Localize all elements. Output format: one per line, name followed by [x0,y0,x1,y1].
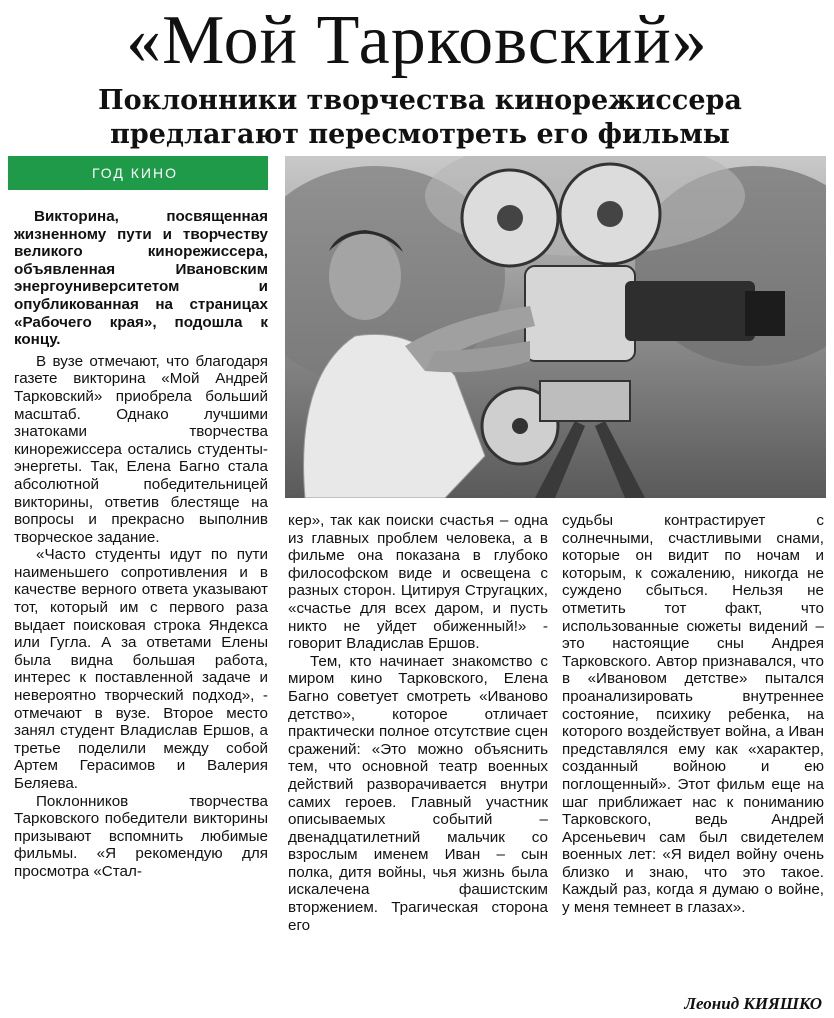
paragraph: В вузе отмечают, что благодаря газете викторина «Мой Андрей Тарковский» приобрела больший масштаб. Однако лучшими знатоками творчества кинорежиссера остались студенты-энергеты. Так, Елена Багно стала абсолютной победительницей викторины, ответив блестяще на вопросы и прекрасно выполнив творческое задание. [14,352,268,546]
paragraph: кер», так как поиски счастья – одна из главных проблем человека, а в фильме она показана в глубоко философском виде и освещена с разных сторон. Цитируя Стругацких, «счастье для всех даром, и пусть никто не уйдет обиженный!» - говорит Владислав Ершов. [288,512,548,653]
article-lead: Викторина, посвященная жизненному пути и творчеству великого кинорежиссера, объявленная Ивановским энергоуниверситетом и опубликованная на страницах «Рабочего края», подошла к концу. [14,208,268,349]
paragraph: Поклонников творчества Тарковского победители викторины призывают вспомнить любимые фильмы. «Я рекомендую для просмотра «Стал- [14,792,268,880]
author-byline: Леонид КИЯШКО [684,994,822,1013]
article-photo [285,156,826,498]
paragraph: «Часто студенты идут по пути наименьшего сопротивления и в качестве верного ответа указывают тот, который им с первого раза выдает поисковая строка Яндекса или Гугла. А за ответами Елены была видна большая работа, интерес к поставленной задаче и невероятно творческий подход», - отмечают в вузе. Второе место занял студент Владислав Ершов, а третье поделили между собой Артем Герасимов и Валерия Беляева. [14,546,268,792]
paragraph: судьбы контрастирует с солнечными, счастливыми снами, которые он видит по ночам и которым, к сожалению, никогда не суждено сбыться. Нельзя не отметить тот факт, что использованные сюжеты видений – это настоящие сны Андрея Тарковского. Автор признавался, что в «Ивановом детстве» пытался проанализировать внутреннее состояние, психику ребенка, на которого воздействует война, а Иван представлялся ему как «характер, созданный войною и ею поглощенный». Этот фильм еще на шаг приближает нас к пониманию Тарковского, ведь Андрей Арсеньевич сам был свидетелем военных лет: «Я видел войну очень близко и знаю, что это такое. Каждый раз, когда я думаю о войне, у меня темнеет в глазах». [562,512,824,917]
photo-director-with-camera [285,156,826,498]
text-column-1 [14,208,268,881]
article-subtitle: Поклонники творчества кинорежиссера предлагают пересмотреть его фильмы [98,85,742,150]
section-rubric: ГОД КИНО [8,156,268,190]
text-column-2 [288,512,548,934]
text-column-3 [562,512,824,917]
article-title: «Мой Тарковский» [126,2,708,79]
paragraph: Тем, кто начинает знакомство с миром кино Тарковского, Елена Багно советует смотреть «Иваново детство», которое отличает практически полное отсутствие сцен сражений: «Это можно объяснить тем, что основной театр военных действий разворачивается внутри самих героев. Главный участник описываемых событий – двенадцатилетний мальчик со взрослым именем Иван – сын полка, дитя войны, чья жизнь была искалечена фашистским вторжением. Трагическая сторона его [288,652,548,934]
